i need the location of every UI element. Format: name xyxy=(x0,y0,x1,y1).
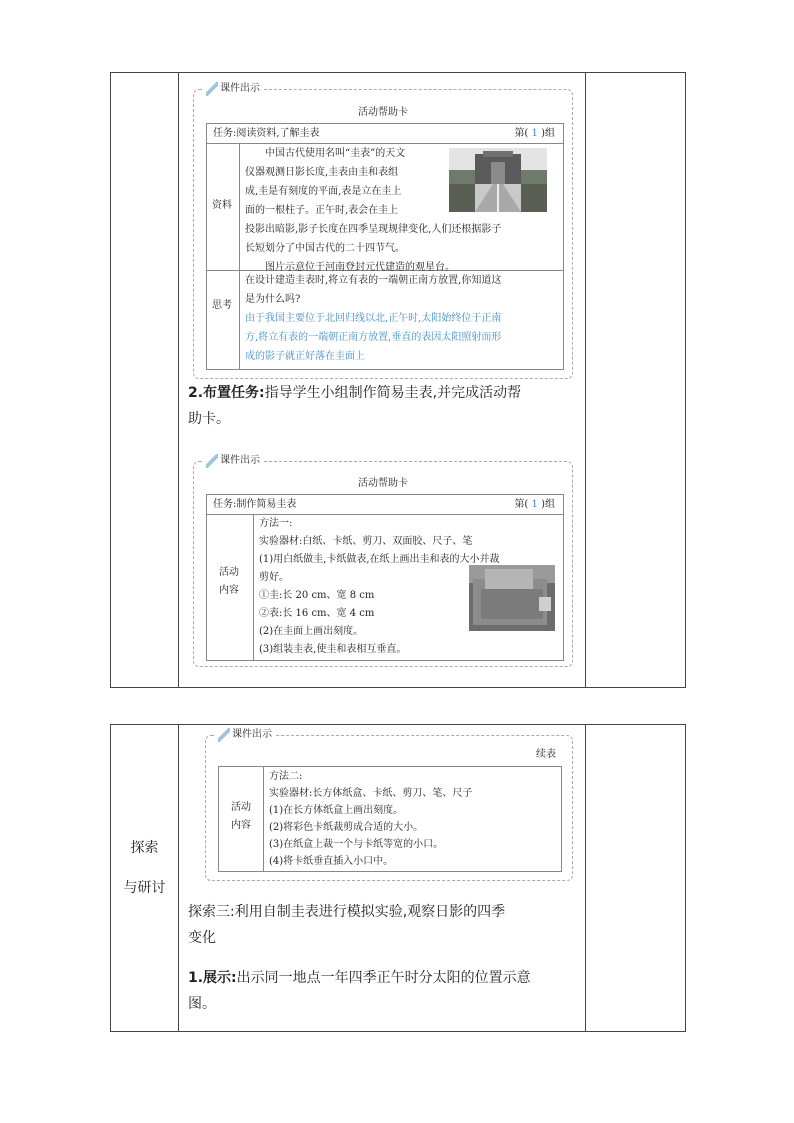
courseware-tag: 课件出示 xyxy=(216,728,276,742)
think-label: 思考 xyxy=(212,300,232,311)
show-step-text: 1.展示:出示同一地点一年四季正午时分太阳的位置示意 图。 xyxy=(188,970,531,1012)
answer-line: 由于我国主要位于北回归线以北,正午时,太阳始终位于正南 xyxy=(245,313,502,324)
help-card-grid-3 xyxy=(218,766,562,872)
explore-3-heading: 探索三:利用自制圭表进行模拟实验,观察日影的四季 变化 xyxy=(188,904,506,946)
column-divider-right xyxy=(585,73,586,687)
activity-label: 活动 内容 xyxy=(219,567,239,596)
info-text: 中国古代使用名叫“圭表”的天文 仪器观测日影长度,圭表由圭和表组 成,圭是有刻度的平面,表是立在圭上 面的一根柱子。正午时,表会在圭上 投影出暗影,影子长度在四季呈现规律变化,人们还根据影子 长短划分了中国古代的二十四节气。 图片示意位于河南登封元代建造的观星台。 xyxy=(245,148,502,273)
courseware-card-3 xyxy=(205,729,573,881)
help-card-grid-2 xyxy=(206,494,564,661)
activity-text: 方法一: 实验器材:白纸、卡纸、剪刀、双面胶、尺子、笔 (1)用白纸做圭,卡纸做表,在纸上画出圭和表的大小并裁 剪好。 ①圭:长 20 cm、宽 8 cm ②表:长 16 cm、宽 4 cm (2)在圭面上画出刻度。 (3)组装圭表,使圭和表相互垂直。 xyxy=(259,518,500,655)
info-label: 资料 xyxy=(212,200,232,211)
courseware-card-2 xyxy=(193,455,573,667)
column-divider-left xyxy=(178,73,179,687)
answer-line: 方,将立有表的一端朝正南方放置,垂直的表因太阳照射而形 xyxy=(245,332,502,343)
paper-gnomon-photo xyxy=(469,565,555,631)
tag-slash-icon xyxy=(206,454,218,468)
column-divider-right xyxy=(585,725,586,1031)
answer-line: 成的影子就正好落在圭面上 xyxy=(245,351,365,362)
card-title: 活动帮助卡 xyxy=(358,107,408,118)
activity-text: 方法二: 实验器材:长方体纸盒、卡纸、剪刀、笔、尺子 (1)在长方体纸盒上画出刻度。 (2)将彩色卡纸裁剪成合适的大小。 (3)在纸盒上裁一个与卡纸等宽的小口。 (4)将卡纸垂直插入小口中。 xyxy=(269,771,473,867)
continued-label: 续表 xyxy=(536,749,556,760)
help-card-grid-1 xyxy=(206,123,564,370)
tag-slash-icon xyxy=(218,728,230,742)
column-divider-left xyxy=(178,725,179,1031)
think-text: 在设计建造圭表时,将立有表的一端朝正南方放置,你知道这 是为什么吗? 由于我国主要位于北回归线以北,正午时,太阳始终位于正南 方,将立有表的一端朝正南方放置,垂直的表因太阳照射而形 成的影子就正好落在圭面上 xyxy=(245,271,565,366)
task-2-text: 2.布置任务:指导学生小组制作简易圭表,并完成活动帮 助卡。 xyxy=(188,385,522,427)
lesson-table-1 xyxy=(110,72,686,688)
observatory-photo xyxy=(449,148,547,212)
courseware-tag: 课件出示 xyxy=(204,82,264,96)
group-number: 第( 1 )组 xyxy=(514,128,555,139)
card-title: 活动帮助卡 xyxy=(358,478,408,489)
courseware-card-1 xyxy=(193,83,573,379)
activity-label: 活动 内容 xyxy=(231,802,251,831)
group-number: 第( 1 )组 xyxy=(514,499,555,510)
task-label: 任务:阅读资料,了解圭表 xyxy=(213,128,320,139)
courseware-tag: 课件出示 xyxy=(204,454,264,468)
task-label: 任务:制作简易圭表 xyxy=(213,499,297,510)
lesson-table-2 xyxy=(110,724,686,1032)
tag-slash-icon xyxy=(206,82,218,96)
row-label: 探索 与研讨 xyxy=(123,840,166,896)
